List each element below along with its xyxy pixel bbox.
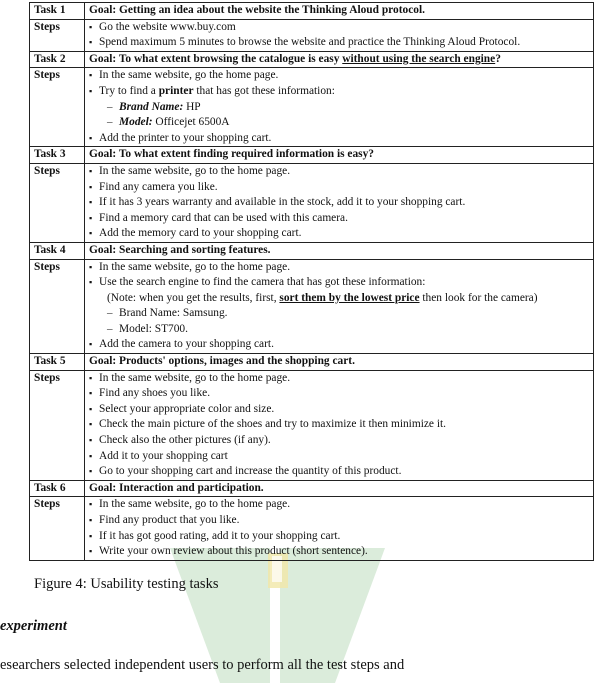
steps-label: Steps xyxy=(30,259,85,354)
goal-text: Goal: To what extent browsing the catalogue is easy xyxy=(89,52,343,65)
step-item: ▪ If it has 3 years warranty and available in the stock, add it to your shopping cart. xyxy=(89,195,589,211)
step-item: ▪ If it has got good rating, add it to your shopping cart. xyxy=(89,529,589,545)
step-item: ▪ Add the printer to your shopping cart. xyxy=(89,131,589,147)
task-label: Task 6 xyxy=(30,480,85,497)
task-1-header-row xyxy=(30,3,594,20)
step-text: that has got these information: xyxy=(193,84,335,97)
note-text: then look for the camera) xyxy=(419,291,538,304)
task-5-header-row xyxy=(30,354,594,371)
task-goal: Goal: Products' options, images and the shopping cart. xyxy=(85,354,594,371)
usability-tasks-table xyxy=(29,2,594,561)
step-item: ▪ Check also the other pictures (if any). xyxy=(89,433,589,449)
task-3-steps-row xyxy=(30,163,594,242)
step-item xyxy=(89,84,589,100)
step-item: ▪ In the same website, go to the home page. xyxy=(89,260,589,276)
task-goal: Goal: To what extent finding required information is easy? xyxy=(85,147,594,164)
task-goal xyxy=(85,51,594,68)
steps-list xyxy=(89,497,589,559)
brand-value: HP xyxy=(183,100,201,113)
step-item: ▪ Go the website www.buy.com xyxy=(89,20,589,36)
task-3-header-row xyxy=(30,147,594,164)
step-subitem xyxy=(89,100,589,116)
step-subitem: – Brand Name: Samsung. xyxy=(89,306,589,322)
note-text: (Note: when you get the results, first, xyxy=(107,291,280,304)
task-label: Task 4 xyxy=(30,242,85,259)
section-heading: experiment xyxy=(0,618,67,634)
step-item: ▪ Write your own review about this product (short sentence). xyxy=(89,544,589,560)
step-text: Try to find a xyxy=(99,84,159,97)
body-paragraph: esearchers selected independent users to perform all the test steps and xyxy=(0,657,405,673)
task-5-steps-row xyxy=(30,370,594,480)
step-item: ▪ Find any shoes you like. xyxy=(89,386,589,402)
goal-emphasis: without using the search engine xyxy=(342,52,496,65)
steps-list xyxy=(89,371,589,480)
step-item: ▪ In the same website, go to the home page. xyxy=(89,164,589,180)
steps-list xyxy=(89,164,589,242)
task-2-header-row xyxy=(30,51,594,68)
step-item: ▪ Add the memory card to your shopping cart. xyxy=(89,226,589,242)
step-item: ▪ In the same website, go to the home page. xyxy=(89,497,589,513)
task-1-steps-row xyxy=(30,19,594,51)
step-keyword: printer xyxy=(158,84,194,97)
brand-label: Brand Name: xyxy=(119,100,184,113)
step-item: ▪ Find a memory card that can be used with this camera. xyxy=(89,211,589,227)
step-item: ▪ Check the main picture of the shoes and try to maximize it then minimize it. xyxy=(89,417,589,433)
task-6-header-row xyxy=(30,480,594,497)
task-label: Task 3 xyxy=(30,147,85,164)
step-item: ▪ Find any product that you like. xyxy=(89,513,589,529)
figure-caption: Figure 4: Usability testing tasks xyxy=(34,576,219,592)
model-label: Model: xyxy=(119,116,153,129)
steps-label: Steps xyxy=(30,497,85,560)
step-subitem xyxy=(89,115,589,131)
goal-end: ? xyxy=(495,52,501,65)
steps-list xyxy=(89,68,589,146)
step-item: ▪ Spend maximum 5 minutes to browse the website and practice the Thinking Aloud Protocol. xyxy=(89,35,589,51)
step-item: ▪ Add it to your shopping cart xyxy=(89,449,589,465)
task-goal: Goal: Interaction and participation. xyxy=(85,480,594,497)
step-subitem: – Model: ST700. xyxy=(89,322,589,338)
step-item: ▪ Add the camera to your shopping cart. xyxy=(89,337,589,353)
step-item: ▪ Go to your shopping cart and increase the quantity of this product. xyxy=(89,464,589,480)
steps-label: Steps xyxy=(30,163,85,242)
step-item: ▪ Use the search engine to find the camera that has got these information: xyxy=(89,275,589,291)
steps-list xyxy=(89,260,589,354)
steps-label: Steps xyxy=(30,68,85,147)
task-goal: Goal: Searching and sorting features. xyxy=(85,242,594,259)
task-4-header-row xyxy=(30,242,594,259)
step-item: ▪ Find any camera you like. xyxy=(89,180,589,196)
step-item: ▪ Select your appropriate color and size. xyxy=(89,402,589,418)
step-note xyxy=(89,291,589,307)
task-6-steps-row xyxy=(30,497,594,560)
note-emphasis: sort them by the lowest price xyxy=(279,291,420,304)
step-item: ▪ In the same website, go the home page. xyxy=(89,68,589,84)
steps-label: Steps xyxy=(30,370,85,480)
task-4-steps-row xyxy=(30,259,594,354)
task-2-steps-row xyxy=(30,68,594,147)
step-item: ▪ In the same website, go to the home page. xyxy=(89,371,589,387)
task-label: Task 5 xyxy=(30,354,85,371)
model-value: Officejet 6500A xyxy=(152,116,230,129)
task-goal: Goal: Getting an idea about the website the Thinking Aloud protocol. xyxy=(85,3,594,20)
steps-list xyxy=(89,20,589,51)
task-label: Task 1 xyxy=(30,3,85,20)
task-label: Task 2 xyxy=(30,51,85,68)
steps-label: Steps xyxy=(30,19,85,51)
